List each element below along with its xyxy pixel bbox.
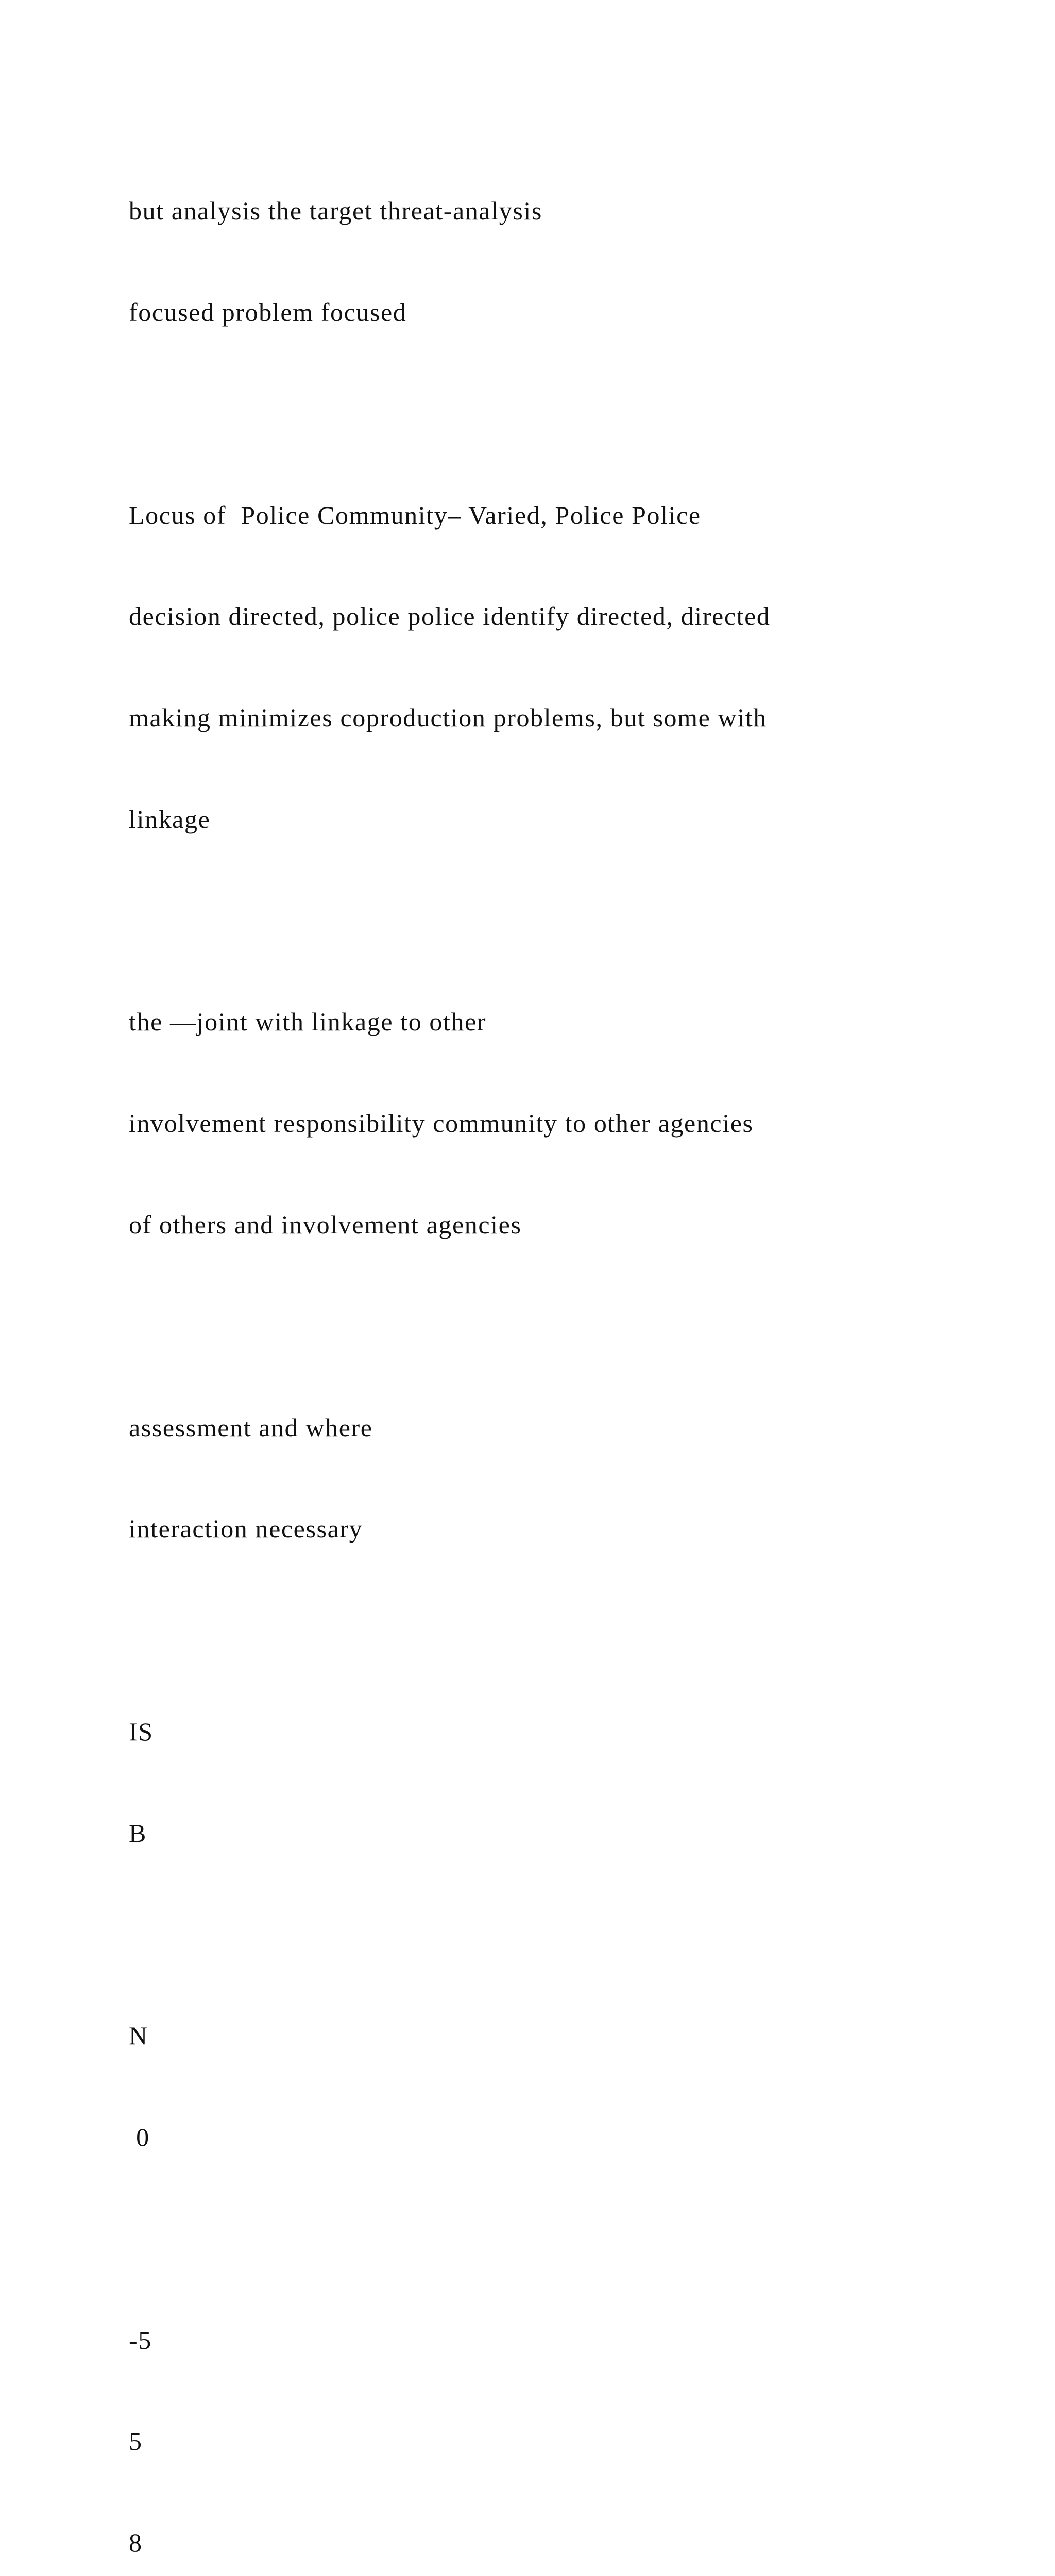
blank-line	[129, 1918, 1005, 1952]
text-line: the —joint with linkage to other	[129, 1007, 487, 1037]
isbn-fragment: 8	[129, 2528, 143, 2557]
blank-line	[129, 904, 1005, 938]
isbn-fragment: IS	[129, 1717, 154, 1746]
text-line: linkage	[129, 804, 211, 834]
blank-line	[129, 1614, 1005, 1648]
blank-line	[129, 2222, 1005, 2256]
text-line: decision directed, police police identify directed, directed	[129, 602, 771, 631]
text-line: but analysis the target threat-analysis	[129, 196, 542, 226]
blank-line	[129, 1310, 1005, 1344]
text-line: involvement responsibility community to other agencies	[129, 1109, 754, 1138]
document-body	[129, 127, 1005, 2576]
isbn-fragment: N	[129, 2021, 148, 2050]
blank-line	[129, 397, 1005, 431]
text-line: making minimizes coproduction problems, but some with	[129, 703, 767, 733]
isbn-fragment: -5	[129, 2325, 152, 2354]
text-line: interaction necessary	[129, 1514, 363, 1544]
isbn-fragment: 0	[129, 2123, 150, 2152]
text-line: assessment and where	[129, 1413, 373, 1442]
isbn-fragment: 5	[129, 2427, 143, 2456]
text-line: of others and involvement agencies	[129, 1210, 522, 1239]
text-line: Locus of Police Community– Varied, Police Police	[129, 500, 701, 530]
text-line: focused problem focused	[129, 297, 407, 327]
isbn-fragment: B	[129, 1818, 147, 1848]
